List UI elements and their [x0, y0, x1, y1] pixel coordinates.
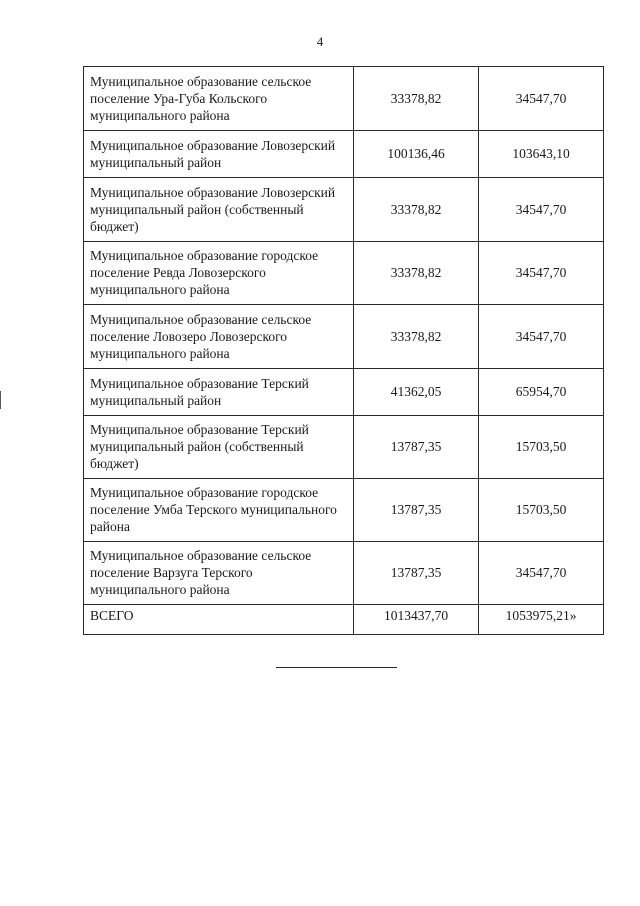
row-value-2: 34547,70 — [479, 67, 604, 131]
total-label: ВСЕГО — [84, 605, 354, 635]
total-value-1: 1013437,70 — [354, 605, 479, 635]
row-name: Муниципальное образование Ловозерский муниципальный район (собственный бюджет) — [84, 178, 354, 242]
total-row — [84, 605, 604, 635]
budget-table — [83, 66, 604, 635]
table-row — [84, 479, 604, 542]
table-row — [84, 542, 604, 605]
row-name: Муниципальное образование Ловозерский муниципальный район — [84, 131, 354, 178]
row-value-2: 15703,50 — [479, 416, 604, 479]
row-value-2: 34547,70 — [479, 305, 604, 369]
row-value-1: 33378,82 — [354, 67, 479, 131]
row-value-2: 103643,10 — [479, 131, 604, 178]
row-name: Муниципальное образование Терский муниципальный район (собственный бюджет) — [84, 416, 354, 479]
row-name: Муниципальное образование городское поселение Умба Терского муниципального района — [84, 479, 354, 542]
row-value-2: 34547,70 — [479, 178, 604, 242]
table-row — [84, 416, 604, 479]
table-row — [84, 131, 604, 178]
row-value-2: 15703,50 — [479, 479, 604, 542]
row-value-2: 34547,70 — [479, 542, 604, 605]
table-row — [84, 305, 604, 369]
scan-edge-mark — [0, 391, 1, 409]
row-value-1: 13787,35 — [354, 542, 479, 605]
row-name: Муниципальное образование Терский муниципальный район — [84, 369, 354, 416]
row-value-1: 41362,05 — [354, 369, 479, 416]
row-value-1: 13787,35 — [354, 479, 479, 542]
end-divider — [276, 667, 397, 668]
row-name: Муниципальное образование сельское поселение Варзуга Терского муниципального района — [84, 542, 354, 605]
row-name: Муниципальное образование городское поселение Ревда Ловозерского муниципального района — [84, 242, 354, 305]
total-value-2: 1053975,21» — [479, 605, 604, 635]
row-value-2: 34547,70 — [479, 242, 604, 305]
table-row — [84, 242, 604, 305]
row-name: Муниципальное образование сельское поселение Ловозеро Ловозерского муниципального района — [84, 305, 354, 369]
row-value-2: 65954,70 — [479, 369, 604, 416]
row-value-1: 33378,82 — [354, 242, 479, 305]
row-value-1: 13787,35 — [354, 416, 479, 479]
table-row — [84, 369, 604, 416]
page-number: 4 — [316, 34, 324, 49]
table-row — [84, 67, 604, 131]
table-row — [84, 178, 604, 242]
row-value-1: 100136,46 — [354, 131, 479, 178]
row-name: Муниципальное образование сельское поселение Ура-Губа Кольского муниципального района — [84, 67, 354, 131]
row-value-1: 33378,82 — [354, 178, 479, 242]
row-value-1: 33378,82 — [354, 305, 479, 369]
